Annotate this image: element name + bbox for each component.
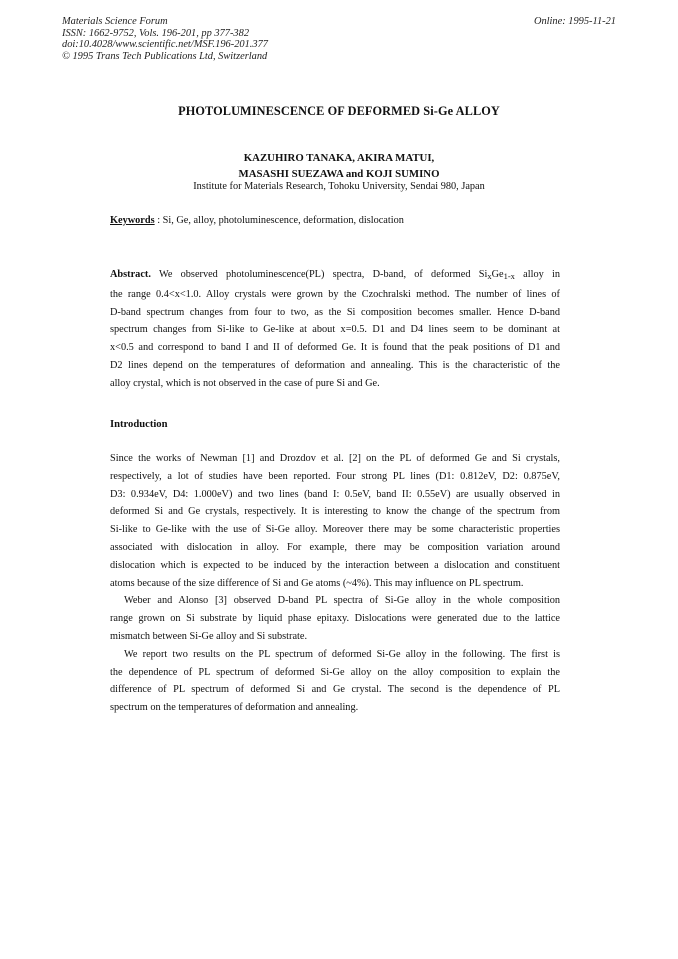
- abstract-line: alloy crystal, which is not observed in the case of pure Si and Ge.: [110, 377, 380, 389]
- paragraph-line: Since the works of Newman [1] and Drozdov et al. [2] on the PL of deformed Ge and Si crystals,: [110, 453, 560, 464]
- paragraph-line: D3: 0.934eV, D4: 1.000eV) and two lines (band I: 0.5eV, band II: 0.55eV) are usually observed in: [110, 488, 560, 500]
- author-line-2: MASASHI SUEZAWA and KOJI SUMINO: [238, 168, 440, 180]
- publication-metadata: [62, 16, 268, 62]
- paragraph-line: the dependence of PL spectrum of deformed Si-Ge alloy on the alloy composition to explain the: [110, 666, 560, 678]
- paragraph: [110, 450, 560, 592]
- abstract: [110, 266, 560, 393]
- abstract-line: D-band spectrum changes from four to two, as the Si composition becomes smaller. Hence D-band: [110, 306, 560, 318]
- section-heading-introduction: Introduction: [110, 419, 168, 430]
- keywords-label: Keywords: [110, 215, 155, 226]
- journal-name: Materials Science Forum: [62, 16, 168, 27]
- paragraph-line: deformed Si and Ge crystals, respectively. It is interesting to know the change of the spectrum from: [110, 506, 560, 518]
- paragraph-line: dislocation which is expected to be induced by the interaction between a dislocation and constituent: [110, 559, 560, 571]
- paragraph-line: atoms because of the size difference of Si and Ge atoms (~4%). This may influence on PL spectrum.: [110, 577, 524, 589]
- abstract-line: Abstract. We observed photoluminescence(PL) spectra, D-band, of deformed $Si_xGe_{1-x}$ alloy in: [110, 269, 560, 281]
- keywords-text: : Si, Ge, alloy, photoluminescence, deformation, dislocation: [154, 215, 404, 226]
- abstract-line: the range 0.4<x<1.0. Alloy crystals were grown by the Czochralski method. The number of lines of: [110, 288, 560, 300]
- online-date: Online: 1995-11-21: [533, 16, 616, 27]
- keywords: [110, 215, 404, 226]
- abstract-line: spectrum changes from Si-like to Ge-like at about x=0.5. D1 and D4 lines seem to be dominant at: [110, 324, 560, 336]
- paragraph-line: Weber and Alonso [3] observed D-band PL spectra of Si-Ge alloy in the whole composition: [124, 595, 560, 607]
- paragraph-line: mismatch between Si-Ge alloy and Si substrate.: [110, 630, 308, 642]
- doi-line[interactable]: doi:10.4028/www.scientific.net/MSF.196-201.377: [62, 39, 268, 50]
- issn-line: ISSN: 1662-9752, Vols. 196-201, pp 377-382: [62, 27, 250, 39]
- paragraph-line: Si-like to Ge-like with the use of Si-Ge alloy. Moreover there may be some characteristic properties: [110, 524, 560, 536]
- paper-title: PHOTOLUMINESCENCE OF DEFORMED Si-Ge ALLOY: [178, 104, 500, 118]
- affiliation: Institute for Materials Research, Tohoku University, Sendai 980, Japan: [193, 181, 485, 192]
- paragraph-line: spectrum on the temperatures of deformation and annealing.: [110, 702, 359, 714]
- author-line-1: KAZUHIRO TANAKA, AKIRA MATUI,: [243, 152, 435, 164]
- introduction-body: [110, 450, 560, 717]
- author-list: [0, 150, 678, 182]
- paragraph: [110, 646, 560, 717]
- abstract-label: Abstract.: [110, 269, 151, 280]
- copyright-line: © 1995 Trans Tech Publications Ltd, Switzerland: [62, 50, 268, 62]
- paragraph-line: associated with dislocation in alloy. For example, there may be composition variation around: [110, 541, 560, 553]
- paragraph-line: difference of PL spectrum of deformed Si and Ge crystal. The second is the dependence of PL: [110, 684, 560, 696]
- paragraph: [110, 592, 560, 645]
- paragraph-line: range grown on Si substrate by liquid phase epitaxy. Dislocations were generated due to the lattice: [110, 613, 560, 625]
- abstract-line: x<0.5 and correspond to band I and II of deformed Ge. It is found that the peak positions of D1 and: [110, 342, 560, 354]
- paragraph-line: respectively, a lot of studies have been reported. Four strong PL lines (D1: 0.812eV, D2: 0.875eV,: [110, 470, 560, 482]
- abstract-line: D2 lines depend on the temperatures of deformation and annealing. This is the characteristic of the: [110, 359, 560, 371]
- paragraph-line: We report two results on the PL spectrum of deformed Si-Ge alloy in the following. The first is: [124, 648, 560, 660]
